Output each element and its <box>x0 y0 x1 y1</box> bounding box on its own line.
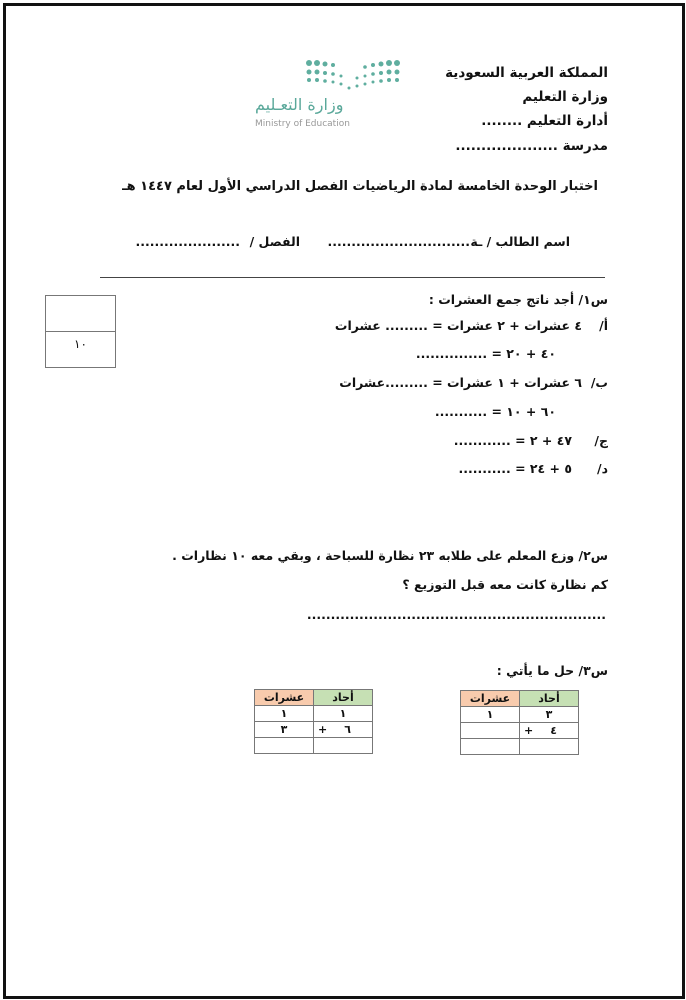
header-school: مدرسة .................... <box>455 138 608 154</box>
score-divider <box>46 331 115 332</box>
q3-table-2 <box>254 689 373 754</box>
answer-cell[interactable] <box>461 739 520 755</box>
header-ministry: وزارة التعليم <box>522 89 608 105</box>
q2-line2: كم نظارة كانت معه قبل التوزيع ؟ <box>402 577 608 592</box>
cell: ٣ <box>255 722 314 738</box>
answer-cell[interactable] <box>255 738 314 754</box>
class-field[interactable]: ...................... <box>135 234 240 249</box>
student-name-field[interactable]: .............................. <box>327 234 470 249</box>
answer-cell[interactable] <box>520 739 579 755</box>
header-kingdom: المملكة العربية السعودية <box>445 65 608 81</box>
q3-table-1 <box>460 690 579 755</box>
q1-label-b: ب/ <box>590 375 608 390</box>
q1-item-b2: ٦٠ + ١٠ = ........... <box>434 404 556 419</box>
cell: ١ <box>314 706 373 722</box>
plus-sign: + <box>524 724 534 737</box>
cell <box>314 722 373 738</box>
q1-item-d: ٥ + ٢٤ = ........... <box>458 461 572 476</box>
class-label: الفصل / <box>249 234 300 249</box>
student-name-label: اسم الطالب / ـة <box>470 234 570 249</box>
q3-heading: س٣/ حل ما يأتي : <box>496 663 608 678</box>
cell: ١ <box>461 707 520 723</box>
plus-sign: + <box>318 723 328 736</box>
q1-item-b: ٦ عشرات + ١ عشرات = .........عشرات <box>339 375 582 390</box>
q1-label-a: أ/ <box>599 318 608 333</box>
q2-answer-field[interactable]: ............................................................... <box>306 607 606 622</box>
header-directorate: أدارة التعليم ........ <box>481 113 608 129</box>
ones-header: أحاد <box>520 691 579 707</box>
page-title: اختبار الوحدة الخامسة لمادة الرياضيات الفصل الدراسي الأول لعام ١٤٤٧ هـ <box>122 179 598 194</box>
q1-label-d: د/ <box>597 461 608 476</box>
answer-cell[interactable] <box>461 723 520 739</box>
cell <box>520 723 579 739</box>
cell: ٣ <box>520 707 579 723</box>
q1-label-c: ج/ <box>594 433 608 448</box>
score-box <box>45 295 116 368</box>
logo-text-en: Ministry of Education <box>255 119 350 129</box>
q1-item-a: ٤ عشرات + ٢ عشرات = ......... عشرات <box>334 318 582 333</box>
logo-text-ar: وزارة التعـليم <box>255 95 344 114</box>
ones-header: أحاد <box>314 690 373 706</box>
score-total: ١٠ <box>74 337 87 351</box>
answer-cell[interactable] <box>314 738 373 754</box>
divider <box>100 277 605 278</box>
q1-heading: س١/ أجد ناتج جمع العشرات : <box>428 292 608 307</box>
ministry-logo <box>255 55 405 140</box>
cell: ١ <box>255 706 314 722</box>
tens-header: عشرات <box>255 690 314 706</box>
q2-line1: س٢/ وزع المعلم على طلابه ٢٣ نظارة للسباحة ، وبقي معه ١٠ نظارات . <box>172 548 608 563</box>
cell-value: ٤ <box>550 724 557 737</box>
tens-header: عشرات <box>461 691 520 707</box>
q1-item-a2: ٤٠ + ٢٠ = ............... <box>415 346 556 361</box>
q1-item-c: ٤٧ + ٢ = ............ <box>453 433 572 448</box>
cell-value: ٦ <box>344 723 351 736</box>
